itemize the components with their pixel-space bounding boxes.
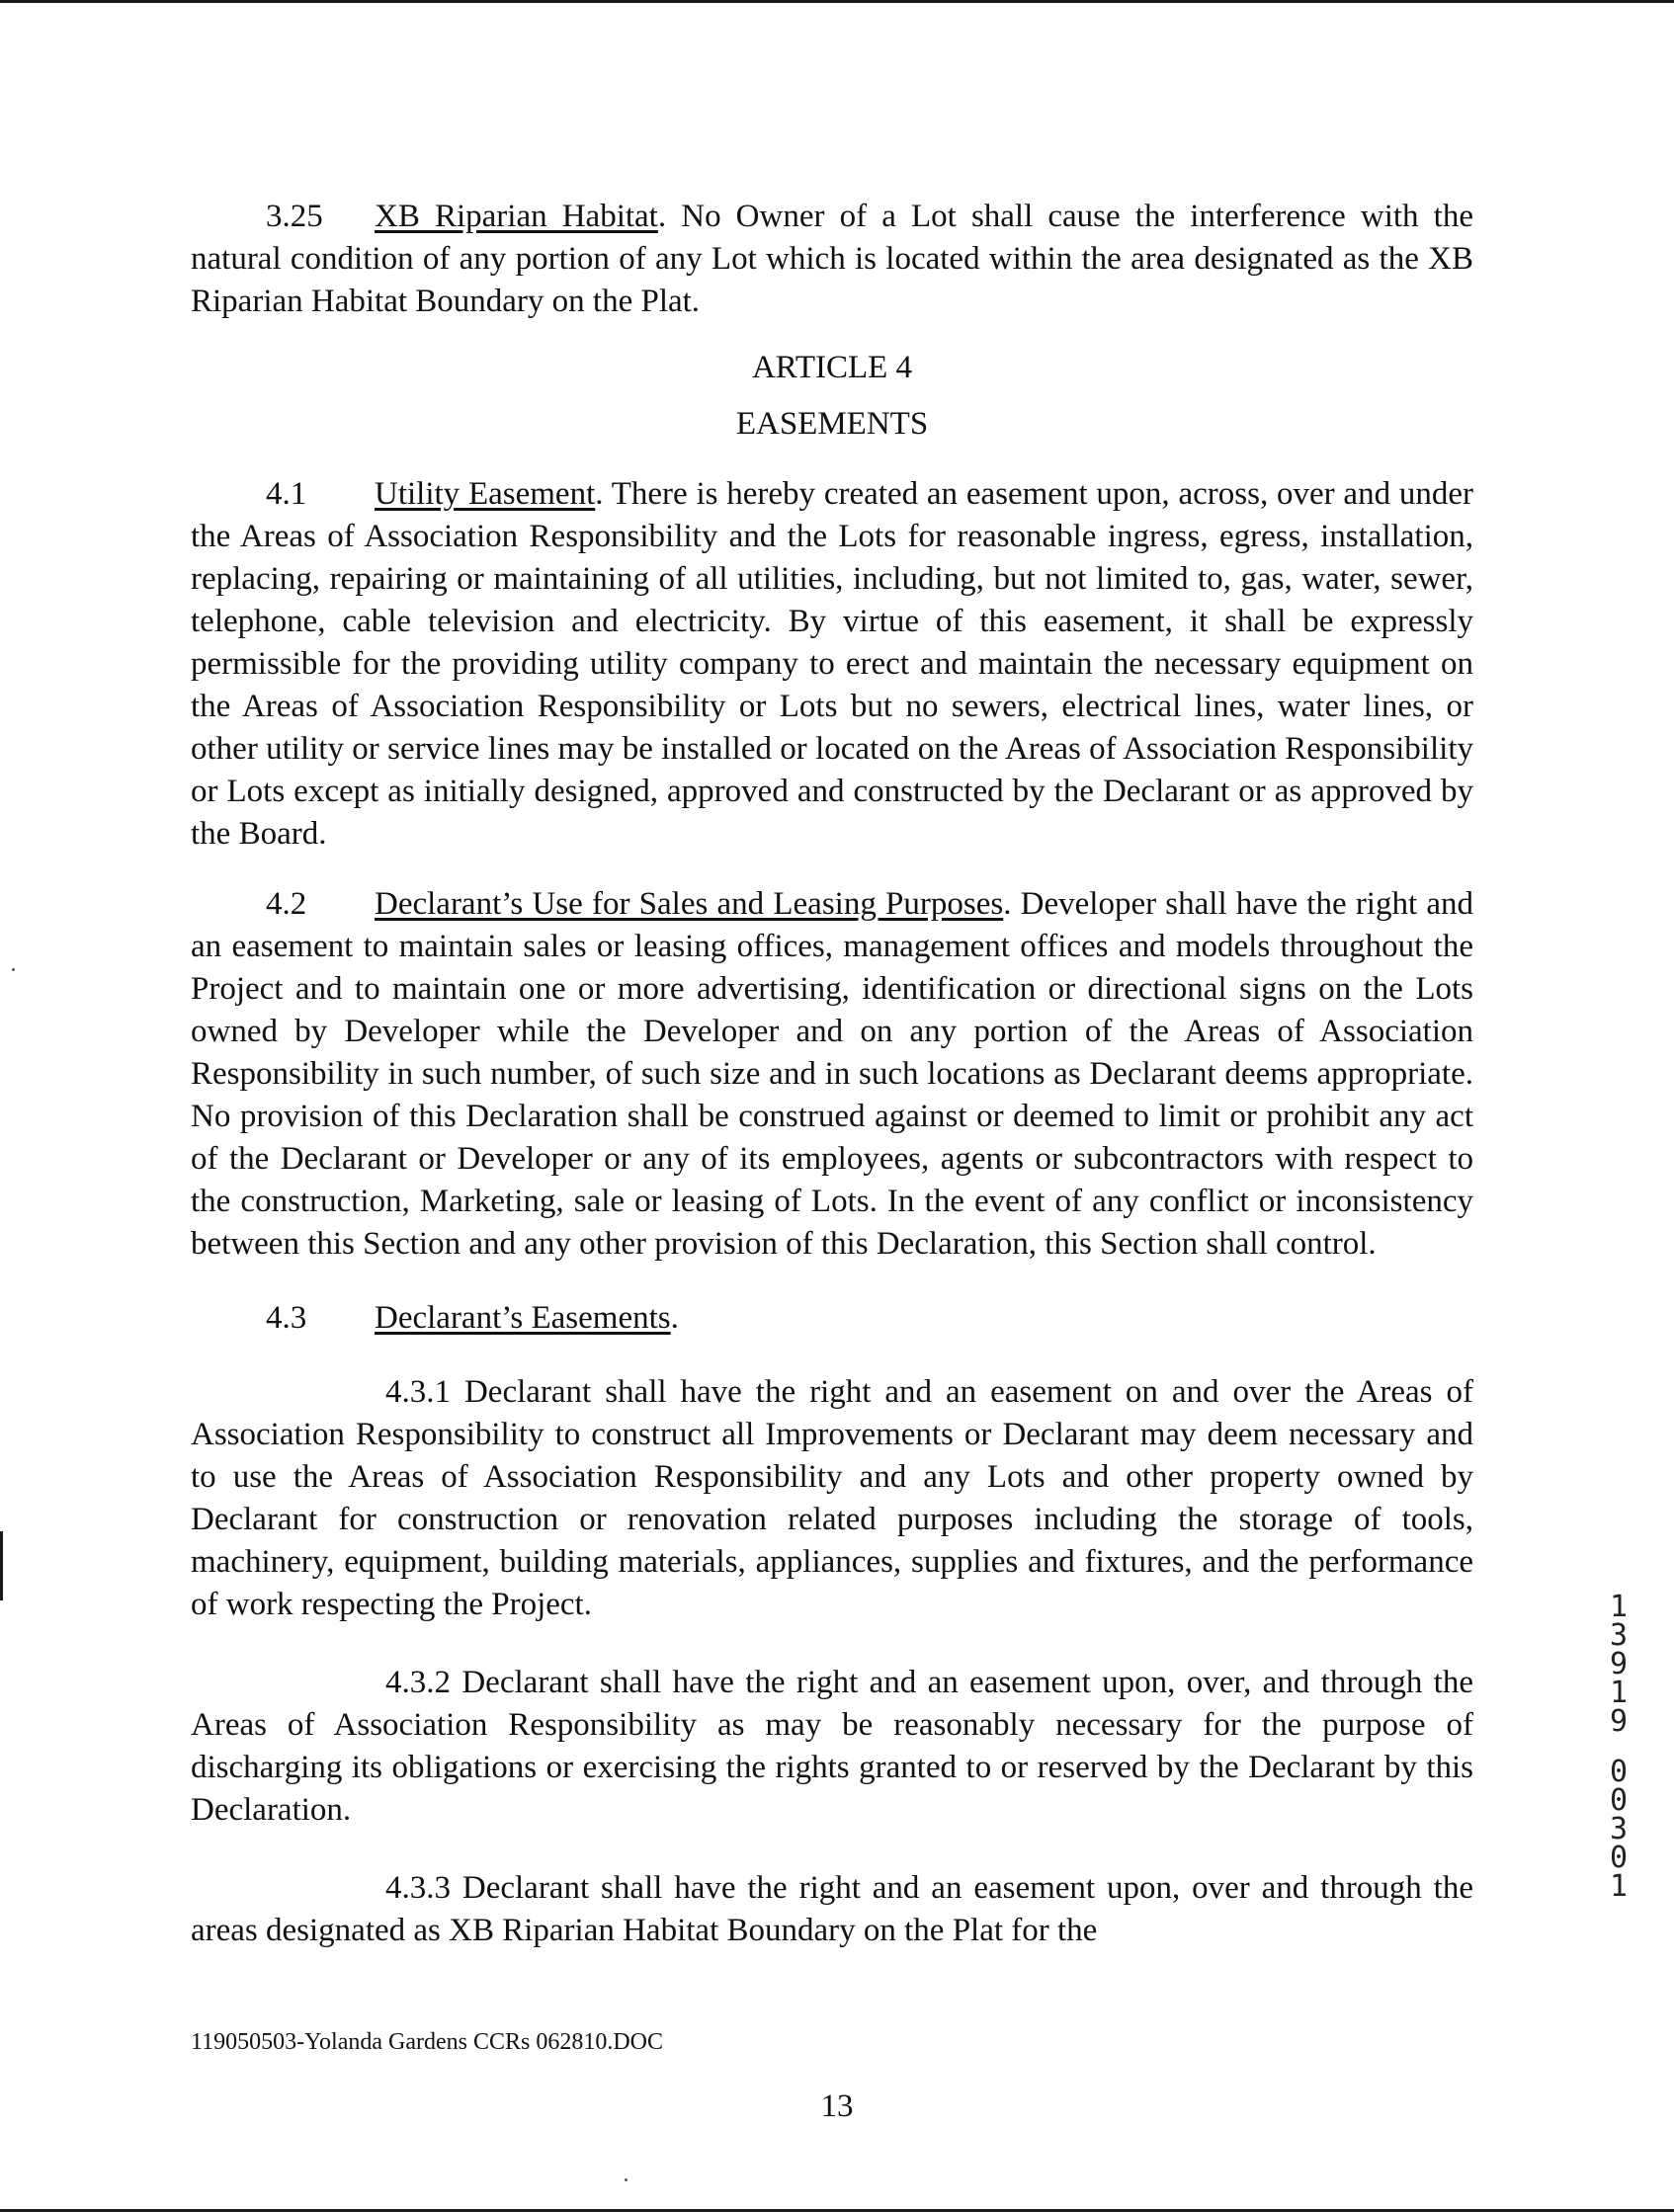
section-number: 4.2: [266, 886, 307, 922]
section-4-3-2: 4.3.2 Declarant shall have the right and an easement upon, over, and through the Areas of Association Responsibility as may be reasonably necessary for the purpose of discharging its obligations or exercising the rights granted to or reserved by the Declarant by this Declaration.: [191, 1665, 1473, 1828]
page-number: 13: [820, 2089, 854, 2124]
stamp-digit: 3: [1609, 1812, 1629, 1846]
section-number: 4.1: [266, 476, 307, 512]
stamp-digit: 0: [1609, 1841, 1629, 1875]
section-3-25: [191, 196, 1473, 323]
stamp-digit: 0: [1609, 1755, 1629, 1789]
section-4-3-3: 4.3.3 Declarant shall have the right and an easement upon, over and through the areas designated as XB Riparian Habitat Boundary on the Plat for the: [191, 1870, 1473, 1948]
article-subtitle: EASEMENTS: [735, 406, 929, 442]
section-text: . Developer shall have the right and an easement to maintain sales or leasing offices, management offices and models throughout the Project and to maintain one or more advertising, identification or directional signs on the Lots owned by Developer while the Developer and on any portion of the Areas of Association Responsibility in such number, of such size and in such locations as Declarant deems appropriate. No provision of this Declaration shall be construed against or deemed to limit or prohibit any act of the Declarant or Developer or any of its employees, agents or subcontractors with respect to the construction, Marketing, sale or leasing of Lots. In the event of any conflict or inconsistency between this Section and any other provision of this Declaration, this Section shall control.: [191, 886, 1473, 1262]
section-number: 3.25: [266, 199, 323, 234]
section-heading: XB Riparian Habitat: [375, 199, 658, 234]
stamp-digit: 1: [1609, 1869, 1629, 1904]
top-border-rule: [0, 0, 1674, 3]
section-4-3: [191, 1297, 1473, 1340]
document-body: [191, 196, 1473, 1952]
article-title: ARTICLE 4: [751, 350, 913, 385]
section-text: . There is hereby created an easement upon, across, over and under the Areas of Association Responsibility and the Lots for reasonable ingress, egress, installation, replacing, repairing or maintaining of all utilities, including, but not limited to, gas, water, sewer, telephone, cable television and electricity. By virtue of this easement, it shall be expressly permissible for the providing utility company to erect and maintain the necessary equipment on the Areas of Association Responsibility or Lots but no sewers, electrical lines, water lines, or other utility or service lines may be installed or located on the Areas of Association Responsibility or Lots except as initially designed, approved and constructed by the Declarant or as approved by the Board.: [191, 476, 1474, 852]
stamp-digit: 0: [1609, 1783, 1629, 1818]
stamp-digit: 9: [1609, 1647, 1629, 1681]
section-heading: Declarant’s Use for Sales and Leasing Purposes: [375, 886, 1004, 922]
footer-document-id: 119050503-Yolanda Gardens CCRs 062810.DOC: [191, 2029, 664, 2055]
stamp-digit: 3: [1609, 1618, 1629, 1653]
section-4-3-1: 4.3.1 Declarant shall have the right and an easement on and over the Areas of Association Responsibility to construct all Improvements or Declarant may deem necessary and to use the Areas of Association Responsibility and any Lots and other property owned by Declarant for construction or renovation related purposes including the storage of tools, machinery, equipment, building materials, appliances, supplies and fixtures, and the performance of work respecting the Project.: [191, 1374, 1473, 1622]
stamp-digit: 1: [1609, 1590, 1629, 1624]
section-4-1: [191, 473, 1473, 856]
section-text: . No Owner of a Lot shall cause the interference with the natural condition of any portion of any Lot which is located within the area designated as the XB Riparian Habitat Boundary on the Plat.: [191, 199, 1473, 319]
scan-speck: [12, 968, 15, 971]
scan-speck: [625, 2178, 628, 2181]
section-heading: Declarant’s Easements: [375, 1300, 671, 1336]
section-text: .: [670, 1300, 679, 1336]
stamp-digit: 1: [1609, 1676, 1629, 1710]
recording-number-stamp: [1599, 1590, 1638, 1904]
section-number: 4.3: [266, 1300, 307, 1336]
left-scan-mark: [0, 1531, 3, 1600]
section-4-2: [191, 883, 1473, 1266]
section-heading: Utility Easement: [375, 476, 596, 512]
stamp-digit: 9: [1609, 1704, 1629, 1739]
